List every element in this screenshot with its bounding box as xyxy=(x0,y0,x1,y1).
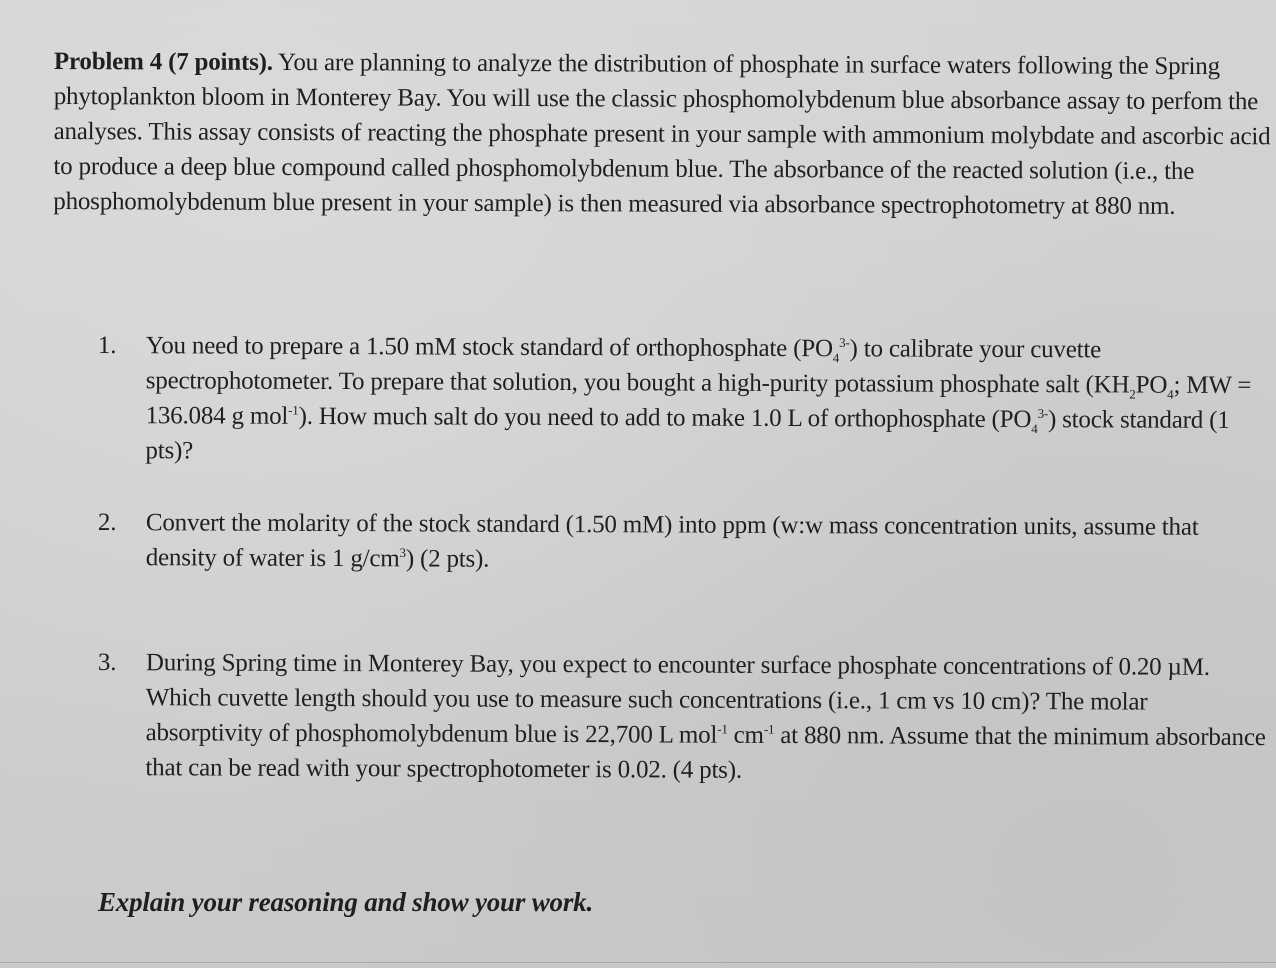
question-2 xyxy=(98,505,1268,580)
problem-heading: Problem 4 (7 points). xyxy=(53,47,273,76)
problem-intro-text: You are planning to analyze the distribution of phosphate in surface waters following the Spring phytoplankton bloom in Monterey Bay. You will use the classic phosphomolybdenum blue absorbance assay to perfom the analyses. This assay consists of reacting the phosphate present in your sample with ammonium molybdate and ascorbic acid to produce a deep blue compound called phosphomolybdenum blue. The absorbance of the reacted solution (i.e., the phosphomolybdenum blue present in your sample) is then measured via absorbance spectrophotometry at 880 nm. xyxy=(53,48,1271,220)
question-1-text: You need to prepare a 1.50 mM stock standard of orthophosphate $(PO_4^{3-})$ to calibrate your cuvette spectrophotometer. To prepare that solution, you bought a high-purity potassium phosphate salt ($KH_2PO_4$; MW = 136.084 g mol$^{-1}$). How much salt do you need to add to make 1.0 L of orthophosphate $(PO_4^{3-})$ stock standard (1 pts)? xyxy=(145,332,1252,465)
page-edge-divider xyxy=(0,962,1276,963)
question-3-number: 3. xyxy=(97,648,117,677)
question-2-text: Convert the molarity of the stock standard (1.50 mM) into ppm (w:w mass concentration units, assume that density of water is 1 $g/cm^3$) (2 pts). xyxy=(145,509,1199,573)
question-1 xyxy=(97,328,1268,473)
instructions-footer: Explain your reasoning and show your work. xyxy=(98,887,593,917)
problem-intro xyxy=(53,44,1272,224)
question-1-number: 1. xyxy=(97,331,117,360)
question-3-text: During Spring time in Monterey Bay, you expect to encounter surface phosphate concentrations of 0.20 µM. Which cuvette length should you use to measure such concentrations (i.e., 1 cm vs 10 cm)? The molar absorptivity of phosphomolybdenum blue is 22,700 L mol$^{-1}$ $cm^{-1}$ at 880 nm. Assume that the minimum absorbance that can be read with your spectrophotometer is 0.02. (4 pts). xyxy=(145,649,1266,784)
question-2-number: 2. xyxy=(97,508,117,537)
question-3 xyxy=(97,645,1268,790)
